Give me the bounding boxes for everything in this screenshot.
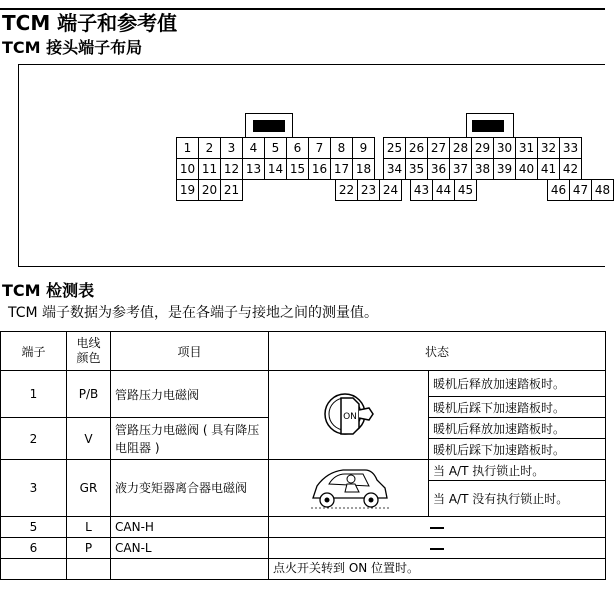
car-driver-icon-cell xyxy=(269,460,429,517)
connector-pin: 15 xyxy=(286,158,309,180)
connector-pin: 24 xyxy=(379,179,402,201)
table-row xyxy=(1,371,606,397)
connector-pin: 3 xyxy=(220,137,243,159)
condition-cell: 暖机后踩下加速踏板时。 xyxy=(429,439,606,460)
connector-pin: 17 xyxy=(330,158,353,180)
connector-pin: 41 xyxy=(537,158,560,180)
connector-row-2 xyxy=(177,159,582,180)
terminal-cell xyxy=(1,559,67,580)
header-condition: 状态 xyxy=(269,332,606,371)
condition-dash xyxy=(269,517,606,538)
connector-pin: 48 xyxy=(591,179,614,201)
ignition-key-icon-cell xyxy=(269,371,429,460)
connector-pin: 9 xyxy=(352,137,375,159)
car-driver-icon xyxy=(307,462,391,512)
connector-pin: 6 xyxy=(286,137,309,159)
wire-color-cell: P xyxy=(67,538,111,559)
connector-pin: 23 xyxy=(357,179,380,201)
table-row xyxy=(1,517,606,538)
header-terminal: 端子 xyxy=(1,332,67,371)
item-cell xyxy=(111,559,269,580)
condition-cell: 暖机后释放加速踏板时。 xyxy=(429,418,606,439)
connector-pin: 36 xyxy=(427,158,450,180)
dash-mark xyxy=(430,527,444,529)
connector-pin: 25 xyxy=(383,137,406,159)
top-rule xyxy=(0,8,605,10)
connector-pin: 45 xyxy=(454,179,477,201)
connector-pin: 16 xyxy=(308,158,331,180)
terminal-cell: 5 xyxy=(1,517,67,538)
table-header-row xyxy=(1,332,606,371)
connector-pin: 1 xyxy=(176,137,199,159)
item-cell: 液力变矩器离合器电磁阀 xyxy=(111,460,269,517)
terminal-cell: 1 xyxy=(1,371,67,418)
connector-pin: 11 xyxy=(198,158,221,180)
connector-pin: 18 xyxy=(352,158,375,180)
connector-pin: 8 xyxy=(330,137,353,159)
condition-cell: 点火开关转到 ON 位置时。 xyxy=(269,559,606,580)
item-cell: 管路压力电磁阀 xyxy=(111,371,269,418)
connector-pin: 13 xyxy=(242,158,265,180)
connector-pin: 5 xyxy=(264,137,287,159)
connector-row-3 xyxy=(177,180,614,201)
connector-pin: 20 xyxy=(198,179,221,201)
connector-diagram xyxy=(18,64,611,267)
key-on-label: ON xyxy=(342,411,357,422)
connector-pin: 19 xyxy=(176,179,199,201)
wire-color-cell: V xyxy=(67,418,111,460)
terminal-cell: 3 xyxy=(1,460,67,517)
connector-pin: 7 xyxy=(308,137,331,159)
item-cell: 管路压力电磁阀 ( 具有降压电阻器 ) xyxy=(111,418,269,460)
condition-dash xyxy=(269,538,606,559)
condition-cell: 当 A/T 没有执行锁止时。 xyxy=(429,481,606,517)
connector-pin: 35 xyxy=(405,158,428,180)
connector-pin: 37 xyxy=(449,158,472,180)
dash-mark xyxy=(430,548,444,550)
wire-color-cell: L xyxy=(67,517,111,538)
condition-cell: 暖机后释放加速踏板时。 xyxy=(429,371,606,397)
item-cell: CAN-H xyxy=(111,517,269,538)
connector-pin: 40 xyxy=(515,158,538,180)
connector-pin: 14 xyxy=(264,158,287,180)
condition-cell: 当 A/T 执行锁止时。 xyxy=(429,460,606,481)
connector-pin: 47 xyxy=(569,179,592,201)
connector-pin: 33 xyxy=(559,137,582,159)
connector-pin: 34 xyxy=(383,158,406,180)
connector-pin: 44 xyxy=(432,179,455,201)
page-title: TCM 端子和参考值 xyxy=(2,11,178,35)
connector-pin: 30 xyxy=(493,137,516,159)
header-item: 项目 xyxy=(111,332,269,371)
connector-pin: 22 xyxy=(335,179,358,201)
page-subtitle: TCM 接头端子布局 xyxy=(2,38,143,57)
connector-pin: 27 xyxy=(427,137,450,159)
wire-color-cell: GR xyxy=(67,460,111,517)
connector-pin: 4 xyxy=(242,137,265,159)
wire-color-cell: P/B xyxy=(67,371,111,418)
connector-pin: 39 xyxy=(493,158,516,180)
header-wire-color: 电线颜色 xyxy=(67,332,111,371)
table-row xyxy=(1,460,606,481)
table-row xyxy=(1,538,606,559)
connector-pin: 10 xyxy=(176,158,199,180)
connector-pin: 42 xyxy=(559,158,582,180)
terminal-cell: 2 xyxy=(1,418,67,460)
connector-row-1 xyxy=(177,138,582,159)
table-row xyxy=(1,559,606,580)
connector-key-right xyxy=(472,120,504,132)
ignition-key-icon xyxy=(319,388,379,440)
connector-pin: 46 xyxy=(547,179,570,201)
condition-cell: 暖机后踩下加速踏板时。 xyxy=(429,397,606,418)
connector-pin: 2 xyxy=(198,137,221,159)
inspection-table xyxy=(0,331,606,580)
connector-pin: 26 xyxy=(405,137,428,159)
connector-pin: 31 xyxy=(515,137,538,159)
section-title: TCM 检测表 xyxy=(2,281,95,300)
item-cell: CAN-L xyxy=(111,538,269,559)
terminal-cell: 6 xyxy=(1,538,67,559)
connector-pin: 12 xyxy=(220,158,243,180)
connector-pin: 32 xyxy=(537,137,560,159)
connector-pin: 28 xyxy=(449,137,472,159)
section-description: TCM 端子数据为参考值，是在各端子与接地之间的测量值。 xyxy=(8,305,379,321)
connector-pin: 29 xyxy=(471,137,494,159)
connector-key-left xyxy=(253,120,285,132)
connector-pin: 43 xyxy=(410,179,433,201)
connector-pin: 38 xyxy=(471,158,494,180)
connector-pin: 21 xyxy=(220,179,243,201)
wire-color-cell xyxy=(67,559,111,580)
